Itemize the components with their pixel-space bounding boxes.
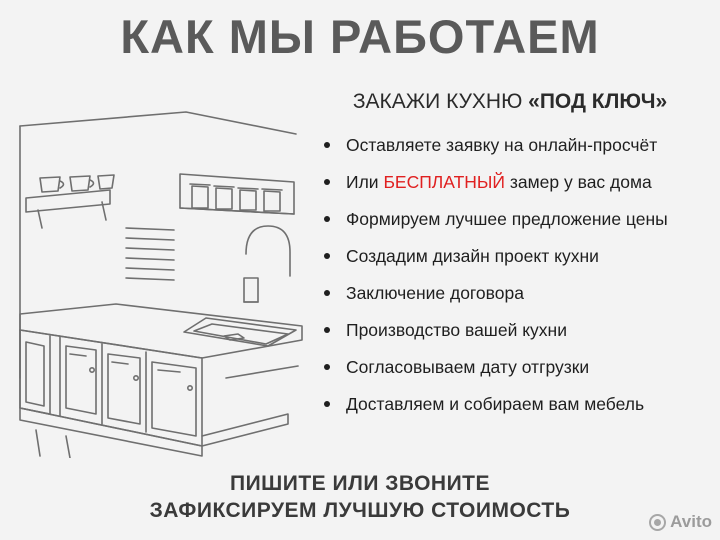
bullet-dot-icon: [324, 179, 330, 185]
footer-line-2: ЗАФИКСИРУЕМ ЛУЧШУЮ СТОИМОСТЬ: [149, 499, 571, 522]
footer-line-1: ПИШИТЕ ИЛИ ЗВОНИТЕ: [229, 472, 491, 495]
list-item: [320, 393, 714, 415]
step-text: Согласовываем дату отгрузки: [346, 357, 590, 377]
list-item: [320, 319, 714, 341]
bullet-dot-icon: [324, 290, 330, 296]
bullet-dot-icon: [324, 216, 330, 222]
list-item: [320, 356, 714, 378]
step-text: Оставляете заявку на онлайн-просчёт: [346, 135, 658, 155]
step-text: Формируем лучшее предложение цены: [346, 209, 668, 229]
avito-logo-icon: [649, 514, 666, 531]
page-title: КАК МЫ РАБОТАЕМ: [120, 10, 600, 63]
bullet-dot-icon: [324, 401, 330, 407]
step-text-post: замер у вас дома: [505, 172, 652, 192]
step-text: Заключение договора: [346, 283, 524, 303]
list-item: [320, 171, 714, 193]
footer-call-to-action: [0, 470, 720, 524]
step-text: Или: [346, 172, 384, 192]
steps-list: [306, 134, 714, 415]
list-item: [320, 282, 714, 304]
kitchen-illustration: [6, 78, 306, 458]
bullet-dot-icon: [324, 327, 330, 333]
watermark-label: Avito: [670, 512, 712, 531]
step-text: Создадим дизайн проект кухни: [346, 246, 599, 266]
bullet-dot-icon: [324, 142, 330, 148]
bullet-dot-icon: [324, 253, 330, 259]
offer-subtitle: [306, 88, 714, 116]
step-text: Доставляем и собираем вам мебель: [346, 394, 645, 414]
step-text: Производство вашей кухни: [346, 320, 567, 340]
avito-watermark: [649, 512, 712, 532]
step-accent: БЕСПЛАТНЫЙ: [383, 172, 505, 192]
offer-panel: [306, 88, 714, 430]
offer-subtitle-lead: ЗАКАЖИ КУХНЮ: [352, 90, 529, 113]
offer-subtitle-strong: «ПОД КЛЮЧ»: [528, 90, 668, 113]
list-item: [320, 245, 714, 267]
list-item: [320, 134, 714, 156]
bullet-dot-icon: [324, 364, 330, 370]
list-item: [320, 208, 714, 230]
